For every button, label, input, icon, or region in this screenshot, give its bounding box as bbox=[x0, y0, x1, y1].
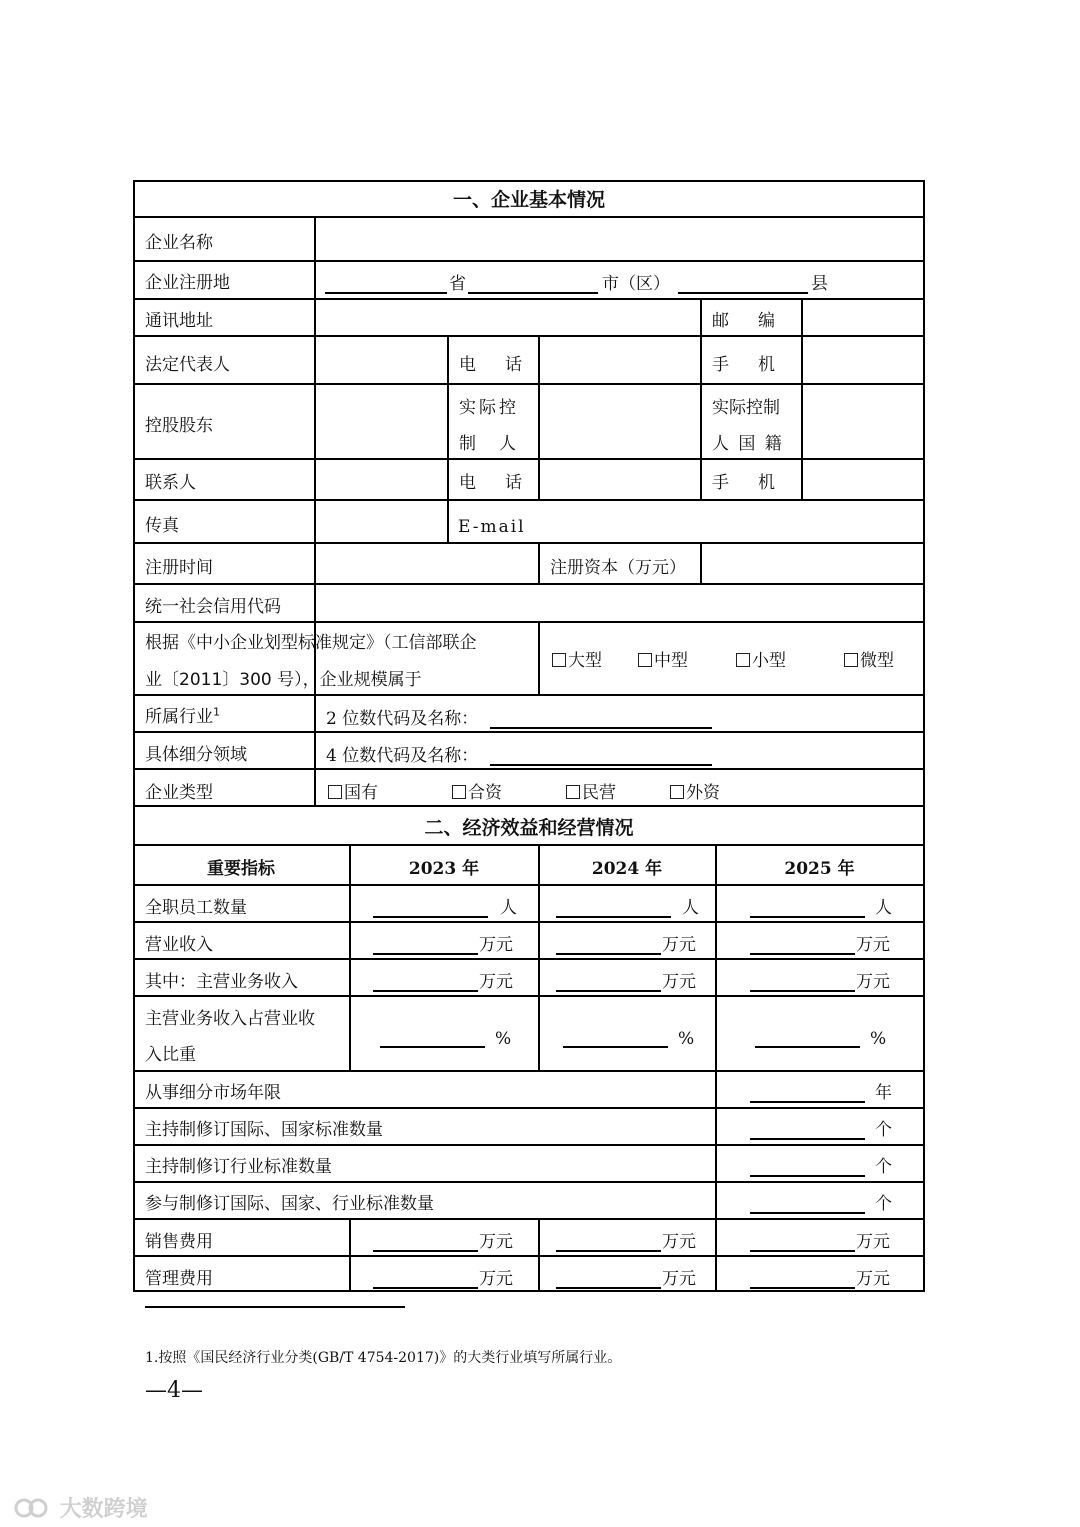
section2-title: 二、经济效益和经营情况 bbox=[424, 817, 634, 839]
blank-2024[interactable] bbox=[556, 953, 661, 955]
legal-rep-phone-label: 电 话 bbox=[459, 355, 528, 375]
row-label-ratio-2: 入比重 bbox=[145, 1045, 196, 1065]
row-divider bbox=[133, 731, 925, 733]
controller-field[interactable] bbox=[540, 385, 699, 457]
credit-code-field[interactable] bbox=[316, 585, 922, 620]
unit: 人 bbox=[875, 898, 892, 918]
checkbox-icon bbox=[844, 653, 858, 667]
company-name-field[interactable] bbox=[316, 218, 922, 259]
row-divider bbox=[133, 995, 925, 997]
scale-option-micro[interactable]: 微型 bbox=[844, 651, 894, 671]
email-field[interactable] bbox=[540, 501, 922, 541]
row-label-main-revenue: 其中：主营业务收入 bbox=[145, 972, 298, 992]
table-border-bottom bbox=[133, 1290, 925, 1292]
scale-option-small[interactable]: 小型 bbox=[736, 651, 786, 671]
contact-mobile-field[interactable] bbox=[803, 460, 922, 498]
table-border-top bbox=[133, 180, 925, 182]
controller-nationality-label: 实际控制 bbox=[712, 398, 780, 418]
type-option-foreign[interactable]: 外资 bbox=[670, 783, 720, 803]
legal-rep-mobile-field[interactable] bbox=[803, 337, 922, 382]
row-divider bbox=[133, 805, 925, 807]
blank-2023[interactable] bbox=[373, 1250, 478, 1252]
email-label: E-mail bbox=[458, 517, 526, 537]
unit: 万元 bbox=[662, 1269, 696, 1289]
col-divider bbox=[447, 335, 449, 542]
blank-2025[interactable] bbox=[750, 916, 865, 918]
blank-2023[interactable] bbox=[373, 916, 488, 918]
shareholder-label: 控股股东 bbox=[145, 416, 213, 436]
col-divider bbox=[349, 1218, 351, 1290]
fax-field[interactable] bbox=[316, 501, 446, 541]
blank-2023[interactable] bbox=[380, 1046, 485, 1048]
col-divider bbox=[700, 298, 702, 499]
checkbox-icon bbox=[566, 785, 580, 799]
reg-place-label: 企业注册地 bbox=[145, 273, 230, 293]
blank-2024[interactable] bbox=[556, 916, 671, 918]
unit: 万元 bbox=[479, 1232, 513, 1252]
row-divider bbox=[133, 1181, 925, 1183]
field-blank[interactable] bbox=[490, 764, 712, 766]
controller-label: 实际控 bbox=[459, 398, 519, 418]
field-hint: 4 位数代码及名称： bbox=[326, 746, 479, 766]
industry-label: 所属行业$^1$ bbox=[145, 705, 220, 727]
county-blank[interactable] bbox=[678, 292, 808, 294]
table-border-left bbox=[133, 180, 135, 1292]
row-divider bbox=[133, 621, 925, 623]
checkbox-icon bbox=[670, 785, 684, 799]
province-blank[interactable] bbox=[325, 292, 447, 294]
blank-value[interactable] bbox=[750, 1138, 865, 1140]
row-divider bbox=[133, 844, 925, 846]
row-divider bbox=[133, 1070, 925, 1072]
unit: 万元 bbox=[856, 972, 890, 992]
blank-2025[interactable] bbox=[755, 1046, 860, 1048]
reg-time-label: 注册时间 bbox=[145, 558, 213, 578]
type-option-state[interactable]: 国有 bbox=[328, 783, 378, 803]
unit: % bbox=[678, 1029, 695, 1049]
contact-label: 联系人 bbox=[145, 473, 196, 493]
header-2023: 2023 年 bbox=[408, 859, 480, 879]
row-divider bbox=[133, 1107, 925, 1109]
reg-capital-label: 注册资本（万元） bbox=[550, 558, 686, 578]
unit: 万元 bbox=[662, 935, 696, 955]
header-indicator: 重要指标 bbox=[207, 859, 275, 879]
contact-phone-field[interactable] bbox=[540, 460, 699, 498]
row-label-industry-standards: 主持制修订行业标准数量 bbox=[145, 1157, 332, 1177]
row-label-participated-standards: 参与制修订国际、国家、行业标准数量 bbox=[145, 1194, 434, 1214]
row-divider bbox=[133, 768, 925, 770]
controller-label-2: 制 人 bbox=[459, 434, 519, 454]
col-divider bbox=[538, 1218, 540, 1290]
blank-2023[interactable] bbox=[373, 953, 478, 955]
scale-option-large[interactable]: 大型 bbox=[552, 651, 602, 671]
row-divider bbox=[133, 884, 925, 886]
row-label-intl-standards: 主持制修订国际、国家标准数量 bbox=[145, 1120, 383, 1140]
type-label: 企业类型 bbox=[145, 783, 213, 803]
watermark bbox=[12, 1492, 148, 1523]
unit: 万元 bbox=[479, 1269, 513, 1289]
row-divider bbox=[133, 1144, 925, 1146]
blank-value[interactable] bbox=[750, 1101, 865, 1103]
controller-nationality-field[interactable] bbox=[803, 385, 922, 457]
unit: 人 bbox=[500, 898, 517, 918]
blank-value[interactable] bbox=[750, 1175, 865, 1177]
company-name-label: 企业名称 bbox=[145, 233, 213, 253]
city-unit: 市（区） bbox=[602, 274, 670, 294]
col-divider bbox=[715, 844, 717, 1290]
blank-2025[interactable] bbox=[750, 1287, 855, 1289]
contact-mobile-label: 手 机 bbox=[712, 473, 781, 493]
unit: 万元 bbox=[856, 1269, 890, 1289]
unit: 万元 bbox=[662, 1232, 696, 1252]
blank-2025[interactable] bbox=[750, 953, 855, 955]
unit: 万元 bbox=[856, 935, 890, 955]
checkbox-icon bbox=[452, 785, 466, 799]
header-2024: 2024 年 bbox=[591, 859, 663, 879]
row-label-revenue: 营业收入 bbox=[145, 935, 213, 955]
blank-2025[interactable] bbox=[750, 990, 855, 992]
postcode-field[interactable] bbox=[803, 300, 922, 334]
unit: 万元 bbox=[662, 972, 696, 992]
watermark-logo-icon bbox=[12, 1496, 52, 1520]
unit: 万元 bbox=[479, 935, 513, 955]
address-field[interactable] bbox=[316, 300, 699, 334]
blank-2024[interactable] bbox=[563, 1046, 668, 1048]
blank-2025[interactable] bbox=[750, 1250, 855, 1252]
legal-rep-label: 法定代表人 bbox=[145, 355, 230, 375]
contact-field[interactable] bbox=[316, 460, 446, 498]
row-divider bbox=[133, 694, 925, 696]
footnote-marker: 1 bbox=[213, 705, 220, 719]
legal-rep-mobile-label: 手 机 bbox=[712, 355, 781, 375]
footnote-separator bbox=[145, 1306, 405, 1308]
row-divider bbox=[133, 1218, 925, 1220]
shareholder-field[interactable] bbox=[316, 385, 446, 457]
row-label-sales-expense: 销售费用 bbox=[145, 1232, 213, 1252]
watermark-text: 大数跨境 bbox=[59, 1497, 148, 1522]
blank-2024[interactable] bbox=[556, 1250, 661, 1252]
unit: 人 bbox=[682, 898, 699, 918]
blank-2024[interactable] bbox=[556, 990, 661, 992]
unit: 个 bbox=[875, 1157, 892, 1177]
unit: % bbox=[870, 1029, 887, 1049]
unit: % bbox=[495, 1029, 512, 1049]
row-label-employees: 全职员工数量 bbox=[145, 898, 247, 918]
reg-capital-field[interactable] bbox=[702, 544, 922, 582]
unit: 个 bbox=[875, 1194, 892, 1214]
legal-rep-phone-field[interactable] bbox=[540, 337, 699, 382]
table-border-right bbox=[923, 180, 925, 1292]
postcode-label: 邮 编 bbox=[712, 311, 781, 331]
section1-title: 一、企业基本情况 bbox=[452, 189, 605, 211]
row-divider bbox=[133, 958, 925, 960]
blank-value[interactable] bbox=[750, 1212, 865, 1214]
credit-code-label: 统一社会信用代码 bbox=[145, 597, 281, 617]
col-divider bbox=[538, 621, 540, 694]
row-divider bbox=[133, 1255, 925, 1257]
type-option-private[interactable]: 民营 bbox=[566, 783, 616, 803]
county-unit: 县 bbox=[811, 274, 828, 294]
fax-label: 传真 bbox=[145, 516, 179, 536]
type-option-joint[interactable]: 合资 bbox=[452, 783, 502, 803]
row-label-ratio: 主营业务收入占营业收 bbox=[145, 1009, 315, 1029]
blank-2024[interactable] bbox=[556, 1287, 661, 1289]
checkbox-icon bbox=[736, 653, 750, 667]
industry-blank[interactable] bbox=[490, 727, 712, 729]
field-label: 具体细分领域 bbox=[145, 745, 247, 765]
legal-rep-field[interactable] bbox=[316, 337, 446, 382]
row-divider bbox=[133, 260, 925, 262]
unit: 年 bbox=[875, 1083, 892, 1103]
scale-option-medium[interactable]: 中型 bbox=[638, 651, 688, 671]
province-unit: 省 bbox=[449, 274, 466, 294]
checkbox-icon bbox=[552, 653, 566, 667]
industry-hint: 2 位数代码及名称： bbox=[326, 709, 479, 729]
unit: 万元 bbox=[856, 1232, 890, 1252]
blank-2023[interactable] bbox=[373, 1287, 478, 1289]
address-label: 通讯地址 bbox=[145, 311, 213, 331]
city-blank[interactable] bbox=[468, 292, 598, 294]
checkbox-icon bbox=[328, 785, 342, 799]
col-divider bbox=[538, 542, 540, 583]
footnote: 1.按照《国民经济行业分类(GB/T 4754-2017)》的大类行业填写所属行业。 bbox=[145, 1350, 622, 1366]
header-2025: 2025 年 bbox=[784, 859, 855, 879]
reg-time-field[interactable] bbox=[316, 544, 537, 582]
controller-nationality-label-2: 人 国 籍 bbox=[712, 434, 784, 454]
blank-2023[interactable] bbox=[373, 990, 478, 992]
unit: 个 bbox=[875, 1120, 892, 1140]
contact-phone-label: 电 话 bbox=[459, 473, 528, 493]
scale-text-2: 业〔2011〕300 号），企业规模属于 bbox=[145, 670, 422, 690]
scale-text: 根据《中小企业划型标准规定》（工信部联企 bbox=[145, 633, 477, 653]
row-label-admin-expense: 管理费用 bbox=[145, 1269, 213, 1289]
row-label-market-years: 从事细分市场年限 bbox=[145, 1083, 281, 1103]
checkbox-icon bbox=[638, 653, 652, 667]
row-divider bbox=[133, 921, 925, 923]
page-number: —4— bbox=[145, 1378, 203, 1403]
unit: 万元 bbox=[479, 972, 513, 992]
